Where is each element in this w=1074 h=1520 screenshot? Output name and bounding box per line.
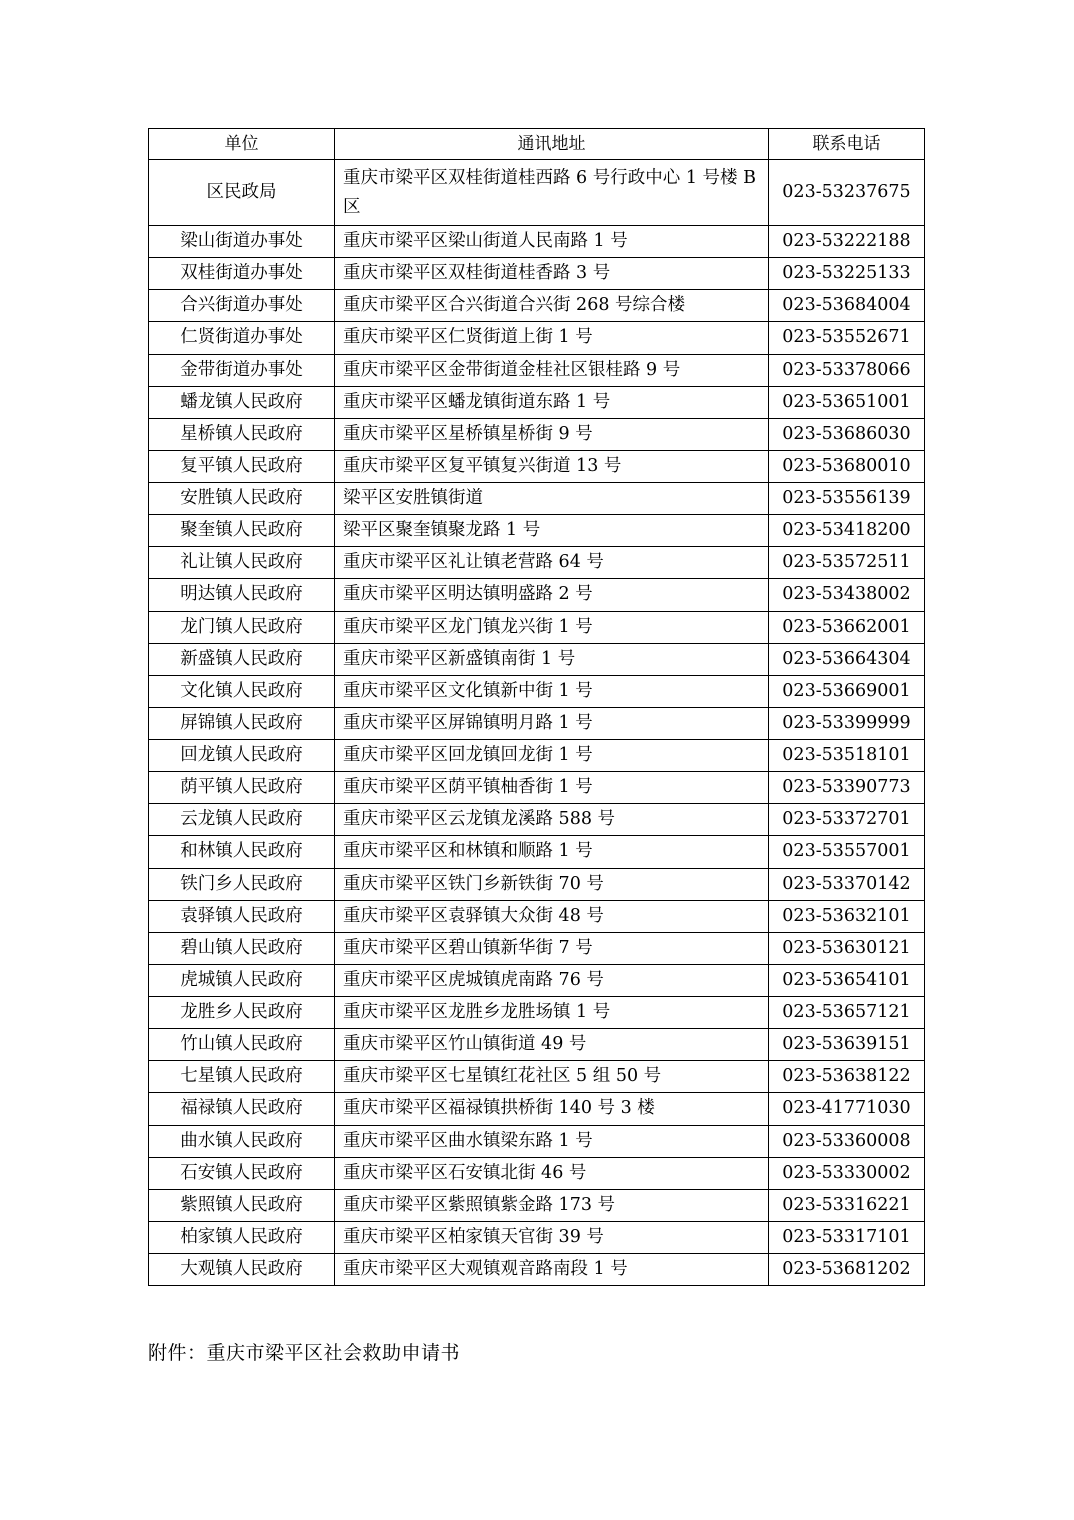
cell-phone: 023-53664304 bbox=[769, 643, 925, 675]
cell-phone: 023-53651001 bbox=[769, 386, 925, 418]
table-row bbox=[149, 643, 925, 675]
table-header bbox=[149, 129, 925, 160]
cell-unit: 金带街道办事处 bbox=[149, 354, 335, 386]
table-row bbox=[149, 354, 925, 386]
cell-address: 重庆市梁平区铁门乡新铁街 70 号 bbox=[335, 868, 769, 900]
table-row bbox=[149, 868, 925, 900]
cell-address: 重庆市梁平区石安镇北街 46 号 bbox=[335, 1157, 769, 1189]
cell-address: 重庆市梁平区曲水镇梁东路 1 号 bbox=[335, 1125, 769, 1157]
table-body bbox=[149, 160, 925, 1286]
table-row bbox=[149, 1254, 925, 1286]
table-header-row bbox=[149, 129, 925, 160]
cell-phone: 023-53638122 bbox=[769, 1061, 925, 1093]
cell-unit: 大观镇人民政府 bbox=[149, 1254, 335, 1286]
table-row bbox=[149, 515, 925, 547]
cell-unit: 回龙镇人民政府 bbox=[149, 740, 335, 772]
table-row bbox=[149, 258, 925, 290]
table-row bbox=[149, 1157, 925, 1189]
cell-phone: 023-53556139 bbox=[769, 483, 925, 515]
cell-phone: 023-53330002 bbox=[769, 1157, 925, 1189]
cell-unit: 虎城镇人民政府 bbox=[149, 964, 335, 996]
table-row bbox=[149, 1093, 925, 1125]
cell-unit: 聚奎镇人民政府 bbox=[149, 515, 335, 547]
table-row bbox=[149, 418, 925, 450]
table-row bbox=[149, 900, 925, 932]
table-row bbox=[149, 579, 925, 611]
cell-address: 重庆市梁平区双桂街道桂西路 6 号行政中心 1 号楼 B 区 bbox=[335, 160, 769, 226]
table-row bbox=[149, 707, 925, 739]
column-header-unit: 单位 bbox=[149, 129, 335, 160]
cell-phone: 023-53669001 bbox=[769, 675, 925, 707]
cell-address: 重庆市梁平区回龙镇回龙街 1 号 bbox=[335, 740, 769, 772]
cell-unit: 新盛镇人民政府 bbox=[149, 643, 335, 675]
contact-table bbox=[148, 128, 925, 1286]
cell-phone: 023-53662001 bbox=[769, 611, 925, 643]
cell-phone: 023-53237675 bbox=[769, 160, 925, 226]
cell-address: 重庆市梁平区袁驿镇大众街 48 号 bbox=[335, 900, 769, 932]
cell-unit: 柏家镇人民政府 bbox=[149, 1221, 335, 1253]
cell-phone: 023-53686030 bbox=[769, 418, 925, 450]
cell-phone: 023-53316221 bbox=[769, 1189, 925, 1221]
table-row bbox=[149, 964, 925, 996]
cell-address: 重庆市梁平区云龙镇龙溪路 588 号 bbox=[335, 804, 769, 836]
cell-phone: 023-41771030 bbox=[769, 1093, 925, 1125]
cell-phone: 023-53681202 bbox=[769, 1254, 925, 1286]
cell-unit: 文化镇人民政府 bbox=[149, 675, 335, 707]
cell-unit: 云龙镇人民政府 bbox=[149, 804, 335, 836]
attachment-note: 附件：重庆市梁平区社会救助申请书 bbox=[148, 1342, 461, 1365]
cell-address: 重庆市梁平区紫照镇紫金路 173 号 bbox=[335, 1189, 769, 1221]
cell-address: 重庆市梁平区金带街道金桂社区银桂路 9 号 bbox=[335, 354, 769, 386]
table-row bbox=[149, 611, 925, 643]
cell-phone: 023-53557001 bbox=[769, 836, 925, 868]
cell-phone: 023-53684004 bbox=[769, 290, 925, 322]
cell-phone: 023-53390773 bbox=[769, 772, 925, 804]
cell-phone: 023-53518101 bbox=[769, 740, 925, 772]
cell-unit: 龙门镇人民政府 bbox=[149, 611, 335, 643]
cell-address: 重庆市梁平区虎城镇虎南路 76 号 bbox=[335, 964, 769, 996]
table-row bbox=[149, 450, 925, 482]
cell-phone: 023-53418200 bbox=[769, 515, 925, 547]
cell-unit: 安胜镇人民政府 bbox=[149, 483, 335, 515]
cell-phone: 023-53632101 bbox=[769, 900, 925, 932]
table-row bbox=[149, 483, 925, 515]
cell-phone: 023-53360008 bbox=[769, 1125, 925, 1157]
table-row bbox=[149, 997, 925, 1029]
table-row bbox=[149, 1061, 925, 1093]
cell-phone: 023-53657121 bbox=[769, 997, 925, 1029]
table-row bbox=[149, 226, 925, 258]
cell-phone: 023-53372701 bbox=[769, 804, 925, 836]
cell-phone: 023-53378066 bbox=[769, 354, 925, 386]
table-row bbox=[149, 290, 925, 322]
cell-unit: 和林镇人民政府 bbox=[149, 836, 335, 868]
table-row bbox=[149, 386, 925, 418]
cell-phone: 023-53630121 bbox=[769, 932, 925, 964]
cell-unit: 袁驿镇人民政府 bbox=[149, 900, 335, 932]
cell-address: 重庆市梁平区蟠龙镇街道东路 1 号 bbox=[335, 386, 769, 418]
cell-address: 重庆市梁平区碧山镇新华街 7 号 bbox=[335, 932, 769, 964]
cell-address: 重庆市梁平区柏家镇天官街 39 号 bbox=[335, 1221, 769, 1253]
cell-unit: 双桂街道办事处 bbox=[149, 258, 335, 290]
cell-unit: 龙胜乡人民政府 bbox=[149, 997, 335, 1029]
cell-unit: 竹山镇人民政府 bbox=[149, 1029, 335, 1061]
table-row bbox=[149, 1189, 925, 1221]
cell-address: 重庆市梁平区七星镇红花社区 5 组 50 号 bbox=[335, 1061, 769, 1093]
cell-address: 重庆市梁平区龙门镇龙兴街 1 号 bbox=[335, 611, 769, 643]
cell-unit: 福禄镇人民政府 bbox=[149, 1093, 335, 1125]
cell-unit: 屏锦镇人民政府 bbox=[149, 707, 335, 739]
cell-address: 重庆市梁平区明达镇明盛路 2 号 bbox=[335, 579, 769, 611]
table-row bbox=[149, 547, 925, 579]
cell-phone: 023-53552671 bbox=[769, 322, 925, 354]
cell-address: 重庆市梁平区荫平镇柚香街 1 号 bbox=[335, 772, 769, 804]
column-header-phone: 联系电话 bbox=[769, 129, 925, 160]
cell-unit: 铁门乡人民政府 bbox=[149, 868, 335, 900]
table-row bbox=[149, 772, 925, 804]
cell-unit: 复平镇人民政府 bbox=[149, 450, 335, 482]
cell-unit: 区民政局 bbox=[149, 160, 335, 226]
cell-address: 重庆市梁平区竹山镇街道 49 号 bbox=[335, 1029, 769, 1061]
cell-phone: 023-53680010 bbox=[769, 450, 925, 482]
table-row bbox=[149, 1125, 925, 1157]
cell-address: 重庆市梁平区屏锦镇明月路 1 号 bbox=[335, 707, 769, 739]
cell-unit: 仁贤街道办事处 bbox=[149, 322, 335, 354]
table-row bbox=[149, 675, 925, 707]
cell-phone: 023-53399999 bbox=[769, 707, 925, 739]
cell-unit: 蟠龙镇人民政府 bbox=[149, 386, 335, 418]
cell-unit: 礼让镇人民政府 bbox=[149, 547, 335, 579]
cell-phone: 023-53225133 bbox=[769, 258, 925, 290]
cell-unit: 曲水镇人民政府 bbox=[149, 1125, 335, 1157]
table-row bbox=[149, 836, 925, 868]
table-row bbox=[149, 740, 925, 772]
cell-address: 重庆市梁平区福禄镇拱桥街 140 号 3 楼 bbox=[335, 1093, 769, 1125]
cell-address: 重庆市梁平区文化镇新中街 1 号 bbox=[335, 675, 769, 707]
cell-unit: 明达镇人民政府 bbox=[149, 579, 335, 611]
cell-address: 梁平区安胜镇街道 bbox=[335, 483, 769, 515]
cell-address: 重庆市梁平区和林镇和顺路 1 号 bbox=[335, 836, 769, 868]
table-row bbox=[149, 804, 925, 836]
cell-address: 重庆市梁平区双桂街道桂香路 3 号 bbox=[335, 258, 769, 290]
cell-phone: 023-53317101 bbox=[769, 1221, 925, 1253]
cell-phone: 023-53370142 bbox=[769, 868, 925, 900]
cell-phone: 023-53222188 bbox=[769, 226, 925, 258]
cell-unit: 石安镇人民政府 bbox=[149, 1157, 335, 1189]
cell-address: 重庆市梁平区梁山街道人民南路 1 号 bbox=[335, 226, 769, 258]
cell-unit: 紫照镇人民政府 bbox=[149, 1189, 335, 1221]
cell-phone: 023-53654101 bbox=[769, 964, 925, 996]
cell-unit: 七星镇人民政府 bbox=[149, 1061, 335, 1093]
cell-unit: 星桥镇人民政府 bbox=[149, 418, 335, 450]
table-row bbox=[149, 1029, 925, 1061]
column-header-address: 通讯地址 bbox=[335, 129, 769, 160]
cell-address: 重庆市梁平区星桥镇星桥街 9 号 bbox=[335, 418, 769, 450]
cell-address: 重庆市梁平区仁贤街道上街 1 号 bbox=[335, 322, 769, 354]
cell-address: 重庆市梁平区复平镇复兴街道 13 号 bbox=[335, 450, 769, 482]
cell-phone: 023-53438002 bbox=[769, 579, 925, 611]
table-row bbox=[149, 322, 925, 354]
cell-address: 重庆市梁平区合兴街道合兴街 268 号综合楼 bbox=[335, 290, 769, 322]
cell-address: 重庆市梁平区礼让镇老营路 64 号 bbox=[335, 547, 769, 579]
cell-address: 重庆市梁平区龙胜乡龙胜场镇 1 号 bbox=[335, 997, 769, 1029]
cell-unit: 碧山镇人民政府 bbox=[149, 932, 335, 964]
cell-phone: 023-53572511 bbox=[769, 547, 925, 579]
cell-unit: 梁山街道办事处 bbox=[149, 226, 335, 258]
table-row bbox=[149, 160, 925, 226]
table-row bbox=[149, 932, 925, 964]
cell-address: 重庆市梁平区新盛镇南街 1 号 bbox=[335, 643, 769, 675]
cell-address: 梁平区聚奎镇聚龙路 1 号 bbox=[335, 515, 769, 547]
cell-unit: 荫平镇人民政府 bbox=[149, 772, 335, 804]
cell-address: 重庆市梁平区大观镇观音路南段 1 号 bbox=[335, 1254, 769, 1286]
cell-phone: 023-53639151 bbox=[769, 1029, 925, 1061]
cell-unit: 合兴街道办事处 bbox=[149, 290, 335, 322]
table-row bbox=[149, 1221, 925, 1253]
